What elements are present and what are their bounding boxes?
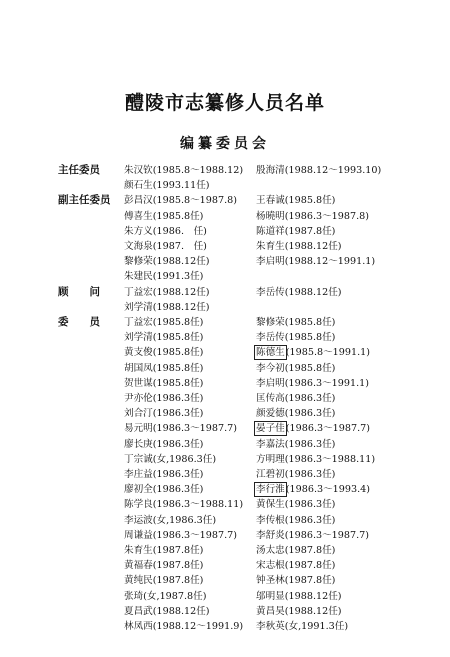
boxed-name: 李行淮: [256, 484, 285, 496]
member-entry: 彭昌汉(1985.8～1987.8): [124, 195, 237, 207]
member-entry: 王春诚(1985.8任): [256, 195, 336, 207]
member-row: [0, 285, 450, 300]
member-row: [0, 421, 450, 436]
member-row: [0, 528, 450, 543]
member-row: [0, 589, 450, 604]
member-entry: 张琦(女,1987.8任): [124, 590, 207, 602]
member-row: [0, 437, 450, 452]
member-entry: [256, 482, 370, 497]
member-entry: 颜石生(1993.11任): [124, 180, 210, 192]
member-row: [0, 467, 450, 482]
member-entry: 李启明(1988.12～1991.1): [256, 256, 376, 268]
member-entry: 李今初(1985.8任): [256, 362, 336, 374]
member-entry: 匡传高(1986.3任): [256, 393, 336, 404]
member-entry: 夏昌武(1988.12任): [124, 605, 210, 617]
member-row: [0, 269, 450, 284]
member-row: [0, 254, 450, 269]
member-entry: 李启明(1986.3～1991.1): [256, 377, 369, 389]
member-entry: 陈道祥(1987.8任): [256, 225, 336, 237]
boxed-name: 晏子佳: [256, 423, 285, 435]
member-entry: 李岳传(1988.12任): [256, 286, 342, 298]
member-row: [0, 345, 450, 360]
member-row: [0, 239, 450, 254]
member-entry: 朱汉钦(1985.8～1988.12): [124, 165, 244, 176]
member-entry: 刘学清(1985.8任): [124, 332, 204, 344]
member-entry: 黎修荣(1985.8任): [256, 317, 336, 328]
member-entry: 钟圣林(1987.8任): [256, 575, 336, 587]
member-entry: 陈学良(1986.3～1988.11): [124, 499, 244, 511]
member-entry: 刘学清(1988.12任): [124, 301, 210, 313]
member-entry: 方明理(1986.3～1988.11): [256, 453, 376, 465]
member-entry: 文海泉(1987. 任): [124, 241, 207, 252]
member-row: [0, 376, 450, 391]
member-entry: 朱育生(1987.8任): [124, 545, 204, 556]
page-title: 醴陵市志纂修人员名单: [124, 92, 325, 114]
member-entry: 黎修荣(1988.12任): [124, 256, 210, 268]
member-row: [0, 452, 450, 467]
boxed-name: 陈德生: [256, 347, 285, 359]
member-entry: 廖长庚(1986.3任): [124, 438, 204, 450]
member-entry: 朱建民(1991.3任): [124, 271, 204, 283]
member-entry: 胡国凤(1985.8任): [124, 362, 204, 374]
member-row: [0, 361, 450, 376]
member-entry: 李舒炎(1986.3～1987.7): [256, 529, 369, 541]
member-entry: 李运波(女,1986.3任): [124, 514, 217, 526]
role-label: 顾 问: [58, 285, 100, 298]
member-entry: 丁益宏(1988.12任): [124, 286, 210, 298]
member-term: (1986.3～1987.7): [285, 423, 370, 435]
member-entry: 丁宗诚(女,1986.3任): [124, 453, 217, 465]
member-entry: 江碧初(1986.3任): [256, 469, 336, 480]
member-row: [0, 619, 450, 634]
member-entry: 黄福春(1987.8任): [124, 560, 204, 572]
member-row: [0, 573, 450, 588]
member-entry: 邬明显(1988.12任): [256, 590, 342, 602]
role-label: 副主任委员: [58, 194, 111, 207]
member-entry: 黄昌昊(1988.12任): [256, 605, 342, 617]
member-term: (1986.3～1993.4): [285, 484, 370, 496]
member-entry: 李嘉法(1986.3任): [256, 438, 336, 450]
member-entry: 林凤西(1988.12～1991.9): [124, 621, 244, 632]
member-entry: 李岳传(1985.8任): [256, 332, 336, 344]
member-row: [0, 604, 450, 619]
member-row: [0, 193, 450, 208]
member-entry: 朱方义(1986. 任): [124, 225, 207, 237]
member-entry: 傅喜生(1985.8任): [124, 210, 204, 222]
member-entry: 黄支俊(1985.8任): [124, 347, 204, 359]
member-entry: 易元明(1986.3～1987.7): [124, 423, 237, 435]
member-row: [0, 406, 450, 421]
member-entry: [256, 421, 370, 436]
member-entry: 李秋英(女,1991.3任): [256, 621, 349, 632]
member-entry: 汤太忠(1987.8任): [256, 545, 336, 556]
member-entry: 宋志根(1987.8任): [256, 560, 336, 572]
member-row: [0, 315, 450, 330]
member-row: [0, 482, 450, 497]
member-entry: 黄保生(1986.3任): [256, 499, 336, 511]
member-entry: 贺世谋(1985.8任): [124, 377, 204, 389]
member-row: [0, 224, 450, 239]
member-row: [0, 558, 450, 573]
member-row: [0, 163, 450, 178]
member-entry: 廖初全(1986.3任): [124, 484, 204, 496]
role-label: 委 员: [58, 316, 100, 328]
member-entry: [256, 345, 370, 360]
member-term: (1985.8～1991.1): [285, 347, 370, 359]
member-row: [0, 330, 450, 345]
member-entry: 杨曉明(1986.3～1987.8): [256, 210, 369, 222]
member-entry: 周谦益(1986.3～1987.7): [124, 529, 237, 541]
member-entry: 李传根(1986.3任): [256, 514, 336, 526]
member-entry: 朱育生(1988.12任): [256, 241, 342, 252]
member-entry: 颜爱德(1986.3任): [256, 408, 336, 420]
member-row: [0, 513, 450, 528]
member-row: [0, 300, 450, 315]
member-entry: 尹亦伦(1986.3任): [124, 393, 204, 404]
member-entry: 黄纯民(1987.8任): [124, 575, 204, 587]
member-entry: 殷海清(1988.12～1993.10): [256, 165, 382, 176]
member-row: [0, 543, 450, 558]
section-subtitle: 编纂委员会: [180, 136, 270, 152]
role-label: 主任委员: [58, 164, 100, 176]
member-row: [0, 391, 450, 406]
member-row: [0, 497, 450, 512]
member-row: [0, 209, 450, 224]
member-row: [0, 178, 450, 193]
member-entry: 李庄益(1986.3任): [124, 469, 204, 480]
member-entry: 刘合汀(1986.3任): [124, 408, 204, 420]
member-entry: 丁益宏(1985.8任): [124, 317, 204, 328]
